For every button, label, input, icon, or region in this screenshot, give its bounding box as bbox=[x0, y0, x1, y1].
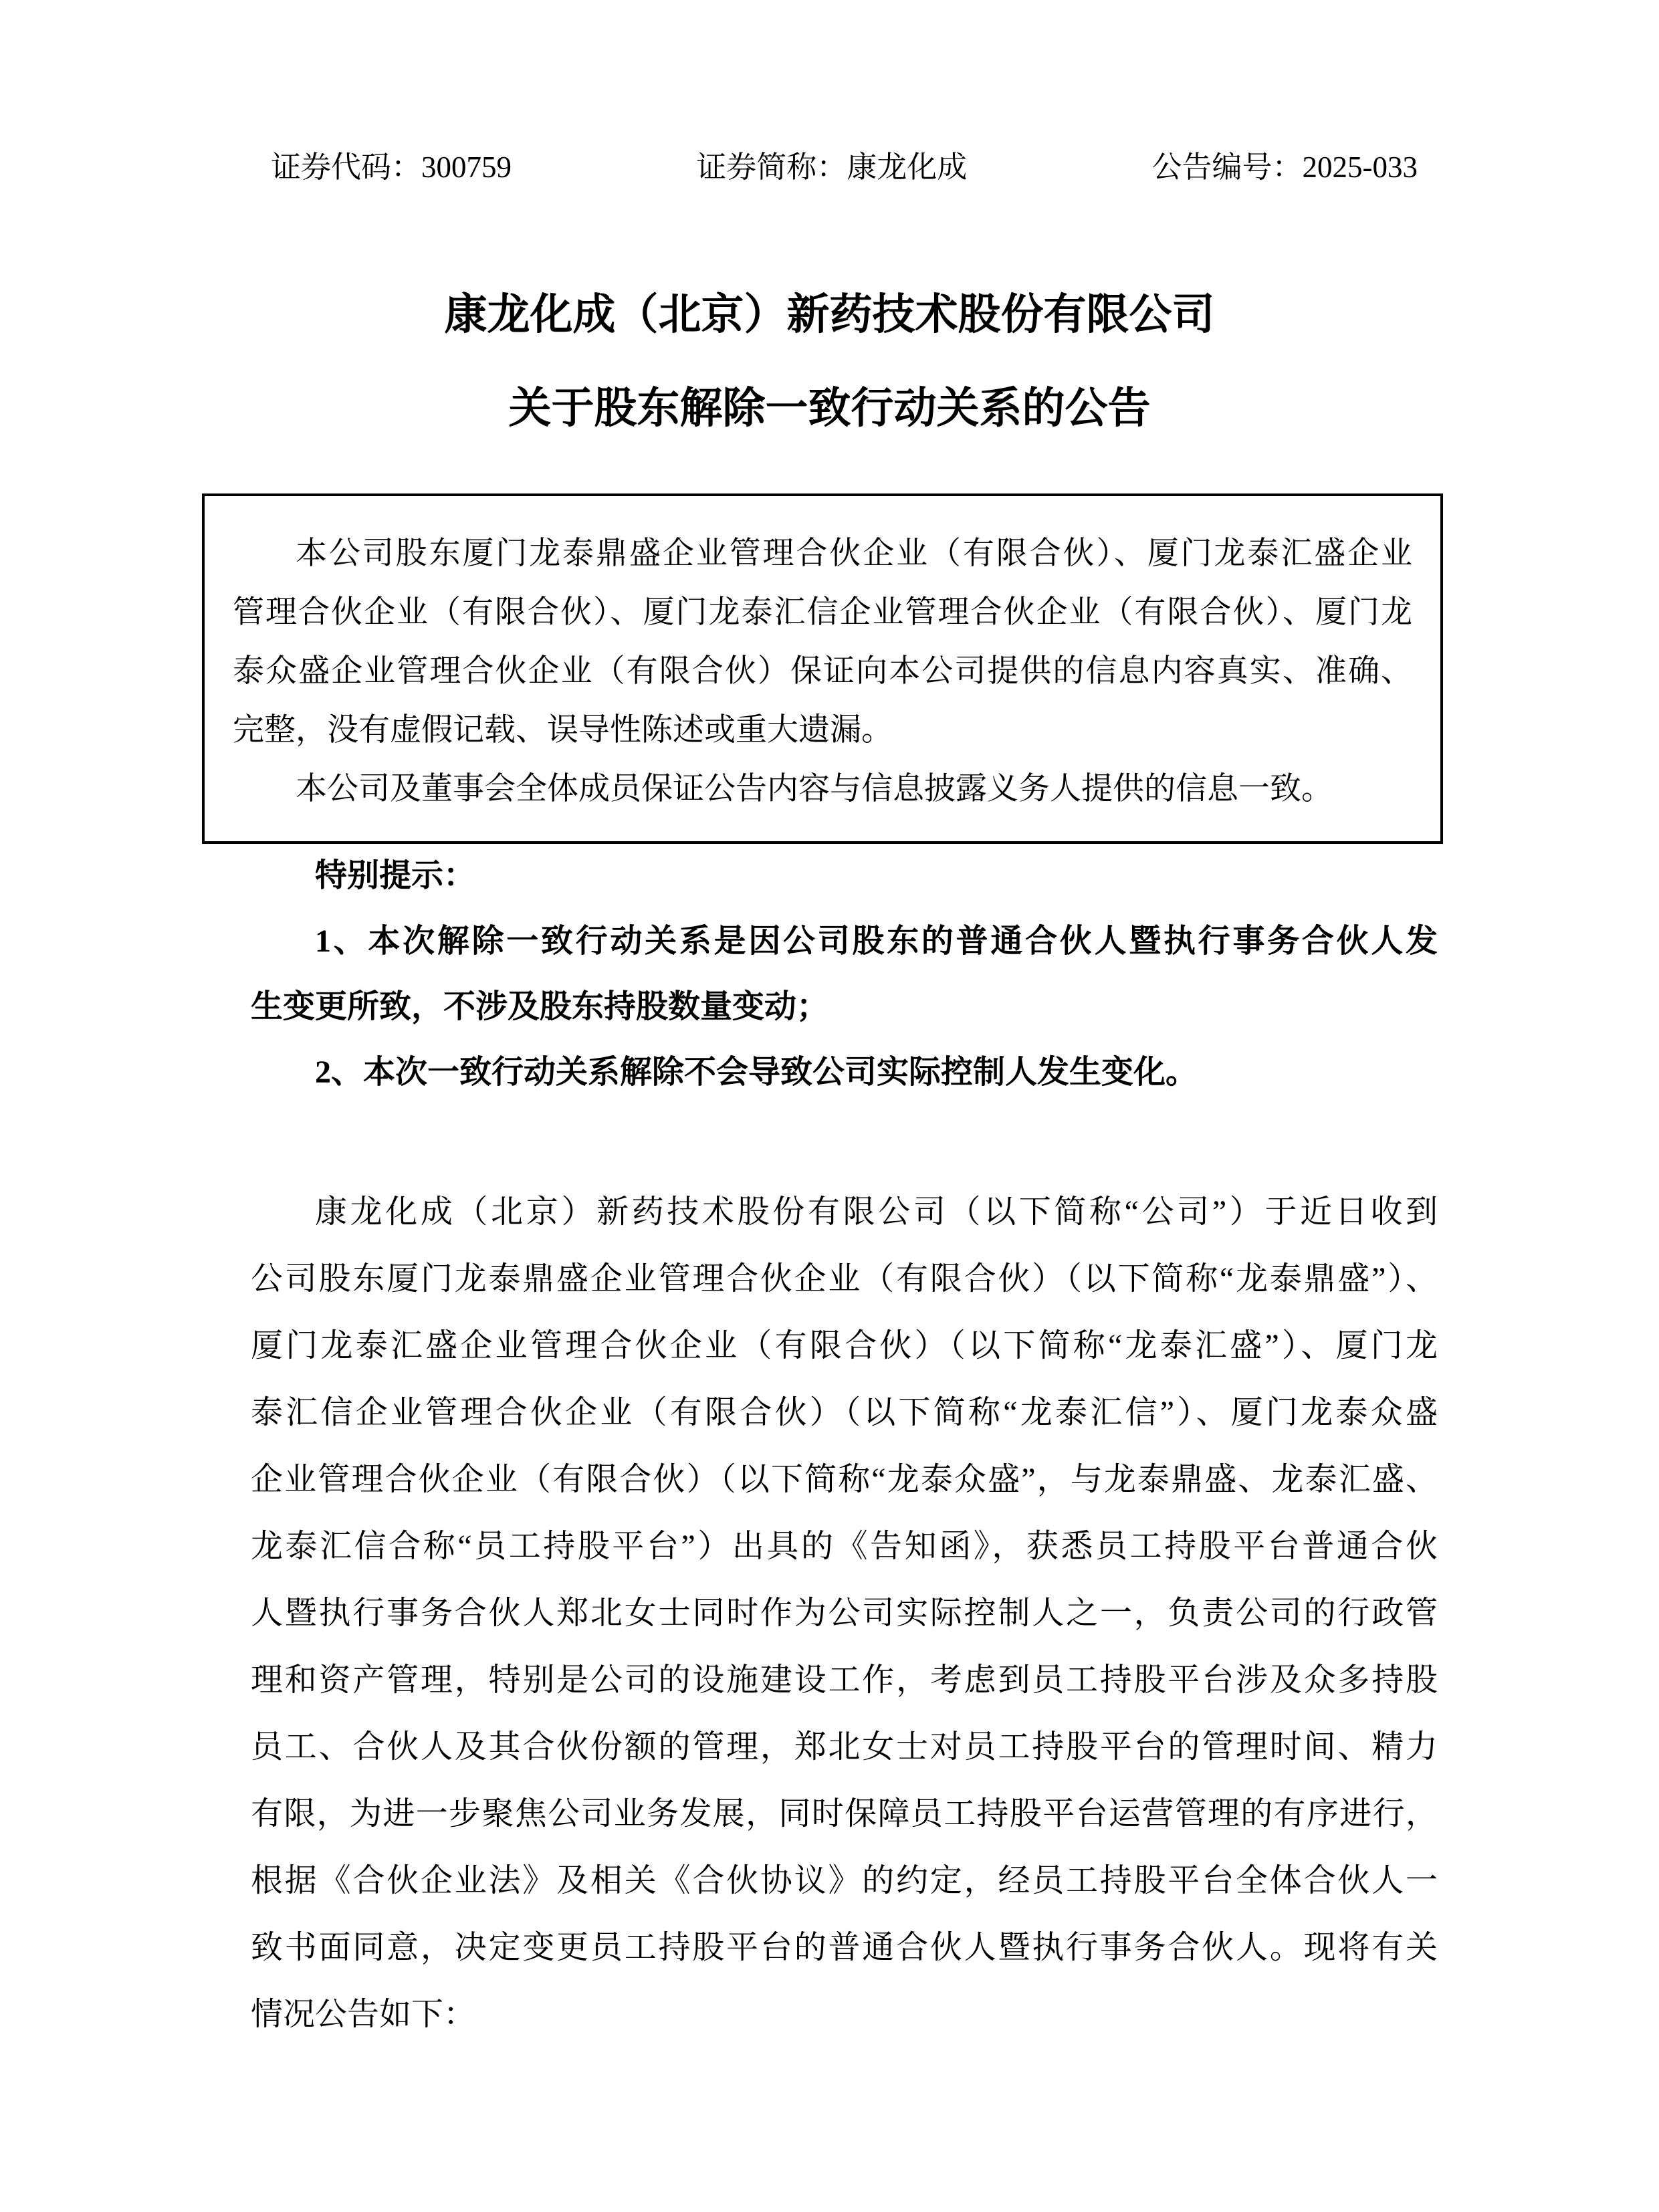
body-line: 致书面同意，决定变更员工持股平台的普通合伙人暨执行事务合伙人。现将有关 bbox=[251, 1930, 1438, 1965]
disclaimer-box bbox=[202, 493, 1443, 844]
disclaimer-line: 管理合伙企业（有限合伙）、厦门龙泰汇信企业管理合伙企业（有限合伙）、厦门龙 bbox=[233, 595, 1412, 630]
body-line: 厦门龙泰汇盛企业管理合伙企业（有限合伙）（以下简称“龙泰汇盛”）、厦门龙 bbox=[251, 1328, 1438, 1363]
disclaimer-line: 泰众盛企业管理合伙企业（有限合伙）保证向本公司提供的信息内容真实、准确、 bbox=[233, 654, 1412, 689]
disclaimer-line: 完整，没有虚假记载、误导性陈述或重大遗漏。 bbox=[233, 713, 893, 748]
special-notice-line: 生变更所致，不涉及股东持股数量变动； bbox=[251, 989, 829, 1024]
document-title-line1: 康龙化成（北京）新药技术股份有限公司 bbox=[444, 290, 1215, 338]
special-notice-heading: 特别提示： bbox=[315, 858, 476, 893]
body-line: 理和资产管理，特别是公司的设施建设工作，考虑到员工持股平台涉及众多持股 bbox=[251, 1662, 1438, 1698]
body-line: 泰汇信企业管理合伙企业（有限合伙）（以下简称“龙泰汇信”）、厦门龙泰众盛 bbox=[251, 1395, 1438, 1430]
body-line: 人暨执行事务合伙人郑北女士同时作为公司实际控制人之一，负责公司的行政管 bbox=[251, 1595, 1438, 1631]
body-line: 情况公告如下： bbox=[251, 1997, 476, 2032]
document-title-line2: 关于股东解除一致行动关系的公告 bbox=[508, 384, 1151, 432]
body-line: 企业管理合伙企业（有限合伙）（以下简称“龙泰众盛”，与龙泰鼎盛、龙泰汇盛、 bbox=[251, 1462, 1438, 1497]
special-notice-line: 2、本次一致行动关系解除不会导致公司实际控制人发生变化。 bbox=[315, 1055, 1198, 1090]
document-header-row bbox=[271, 148, 1418, 186]
body-line: 公司股东厦门龙泰鼎盛企业管理合伙企业（有限合伙）（以下简称“龙泰鼎盛”）、 bbox=[251, 1261, 1438, 1297]
body-line: 龙泰汇信合称“员工持股平台”）出具的《告知函》，获悉员工持股平台普通合伙 bbox=[251, 1529, 1438, 1564]
body-line: 康龙化成（北京）新药技术股份有限公司（以下简称“公司”）于近日收到 bbox=[315, 1194, 1438, 1230]
document-title bbox=[0, 267, 1659, 455]
special-notice-section bbox=[251, 843, 1438, 1105]
stock-abbreviation: 证券简称：康龙化成 bbox=[696, 150, 968, 184]
body-paragraph bbox=[251, 1179, 1438, 2048]
body-line: 有限，为进一步聚焦公司业务发展，同时保障员工持股平台运营管理的有序进行， bbox=[251, 1796, 1438, 1832]
special-notice-line: 1、本次解除一致行动关系是因公司股东的普通合伙人暨执行事务合伙人发 bbox=[315, 923, 1438, 959]
announcement-number: 公告编号：2025-033 bbox=[1151, 150, 1418, 184]
disclaimer-line: 本公司及董事会全体成员保证公告内容与信息披露义务人提供的信息一致。 bbox=[296, 772, 1333, 806]
disclaimer-line: 本公司股东厦门龙泰鼎盛企业管理合伙企业（有限合伙）、厦门龙泰汇盛企业 bbox=[296, 536, 1412, 571]
body-line: 员工、合伙人及其合伙份额的管理，郑北女士对员工持股平台的管理时间、精力 bbox=[251, 1729, 1438, 1765]
stock-code: 证券代码：300759 bbox=[271, 150, 512, 184]
body-line: 根据《合伙企业法》及相关《合伙协议》的约定，经员工持股平台全体合伙人一 bbox=[251, 1863, 1438, 1898]
